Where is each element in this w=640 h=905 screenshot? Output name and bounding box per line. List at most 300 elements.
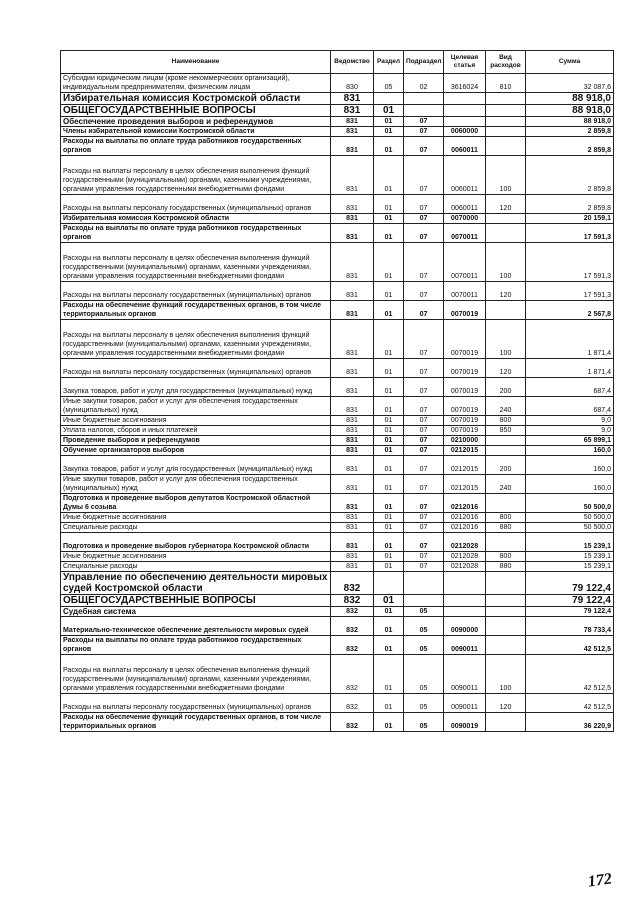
cell-razd: 01 (374, 513, 404, 523)
cell-razd: 01 (374, 282, 404, 301)
table-row (61, 243, 614, 282)
cell-cs: 0090019 (444, 713, 486, 732)
cell-name: Иные закупки товаров, работ и услуг для обеспечения государственных (муниципальных) нужд (61, 475, 331, 494)
cell-vr: 120 (486, 195, 526, 214)
cell-ved: 831 (331, 93, 374, 105)
cell-name: Уплата налогов, сборов и иных платежей (61, 426, 331, 436)
table-row (61, 214, 614, 224)
cell-sum: 42 512,5 (526, 636, 614, 655)
cell-sum: 1 871,4 (526, 320, 614, 359)
cell-name: Обучение организаторов выборов (61, 446, 331, 456)
table-row (61, 156, 614, 195)
cell-razd: 01 (374, 523, 404, 533)
cell-podr (404, 595, 444, 607)
cell-vr: 800 (486, 513, 526, 523)
cell-razd: 01 (374, 533, 404, 552)
cell-razd: 01 (374, 378, 404, 397)
budget-table (60, 50, 614, 732)
cell-razd: 01 (374, 195, 404, 214)
cell-vr (486, 224, 526, 243)
cell-ved: 831 (331, 533, 374, 552)
cell-razd: 01 (374, 359, 404, 378)
cell-vr (486, 105, 526, 117)
cell-razd: 01 (374, 397, 404, 416)
cell-sum: 2 859,8 (526, 156, 614, 195)
cell-name: Расходы на выплаты персоналу государственных (муниципальных) органов (61, 694, 331, 713)
cell-podr: 07 (404, 214, 444, 224)
cell-podr: 05 (404, 694, 444, 713)
cell-podr: 07 (404, 156, 444, 195)
cell-vr: 800 (486, 416, 526, 426)
cell-vr (486, 617, 526, 636)
cell-cs (444, 117, 486, 127)
cell-name: Иные закупки товаров, работ и услуг для обеспечения государственных (муниципальных) нужд (61, 397, 331, 416)
cell-vr: 100 (486, 320, 526, 359)
table-row (61, 513, 614, 523)
cell-podr (404, 572, 444, 595)
cell-name: Проведение выборов и референдумов (61, 436, 331, 446)
cell-name: Расходы на выплаты по оплате труда работников государственных органов (61, 636, 331, 655)
cell-razd: 01 (374, 694, 404, 713)
cell-podr: 05 (404, 617, 444, 636)
cell-razd: 01 (374, 595, 404, 607)
cell-cs: 0070019 (444, 320, 486, 359)
cell-podr: 07 (404, 446, 444, 456)
cell-razd: 01 (374, 156, 404, 195)
cell-vr (486, 127, 526, 137)
cell-podr (404, 105, 444, 117)
cell-podr: 07 (404, 378, 444, 397)
cell-podr: 05 (404, 607, 444, 617)
cell-vr: 200 (486, 378, 526, 397)
cell-name: Закупка товаров, работ и услуг для государственных (муниципальных) нужд (61, 378, 331, 397)
cell-name: Специальные расходы (61, 562, 331, 572)
cell-sum: 79 122,4 (526, 572, 614, 595)
cell-sum: 2 859,8 (526, 127, 614, 137)
cell-podr: 07 (404, 475, 444, 494)
table-row (61, 494, 614, 513)
cell-sum: 36 220,9 (526, 713, 614, 732)
cell-vr: 800 (486, 552, 526, 562)
cell-cs: 0212015 (444, 475, 486, 494)
cell-sum: 50 500,0 (526, 523, 614, 533)
cell-name: Подготовка и проведение выборов губернатора Костромской области (61, 533, 331, 552)
cell-ved: 831 (331, 359, 374, 378)
cell-ved: 831 (331, 552, 374, 562)
cell-podr: 07 (404, 243, 444, 282)
header-name: Наименование (61, 51, 331, 74)
budget-table-sheet (60, 50, 613, 732)
cell-ved: 831 (331, 446, 374, 456)
cell-sum: 17 591,3 (526, 243, 614, 282)
cell-podr: 07 (404, 127, 444, 137)
cell-name: Специальные расходы (61, 523, 331, 533)
cell-cs: 0060011 (444, 195, 486, 214)
cell-ved: 831 (331, 320, 374, 359)
cell-razd: 01 (374, 214, 404, 224)
cell-razd: 01 (374, 475, 404, 494)
table-row (61, 416, 614, 426)
cell-name: Расходы на выплаты персоналу в целях обеспечения выполнения функций государственными (муниципальными) органами, казенными учреждениями, органами управления государственными внебюджетными фондами (61, 320, 331, 359)
cell-razd: 01 (374, 446, 404, 456)
table-row (61, 475, 614, 494)
cell-podr: 05 (404, 655, 444, 694)
cell-razd: 01 (374, 137, 404, 156)
cell-cs: 0212016 (444, 523, 486, 533)
cell-name: Иные бюджетные ассигнования (61, 513, 331, 523)
table-row (61, 359, 614, 378)
table-row (61, 74, 614, 93)
cell-cs (444, 607, 486, 617)
cell-sum: 160,0 (526, 456, 614, 475)
cell-cs: 0070019 (444, 397, 486, 416)
header-razd: Раздел (374, 51, 404, 74)
cell-razd (374, 572, 404, 595)
cell-name: Материально-техническое обеспечение деятельности мировых судей (61, 617, 331, 636)
cell-podr: 07 (404, 494, 444, 513)
cell-podr: 07 (404, 224, 444, 243)
cell-cs (444, 105, 486, 117)
cell-ved: 831 (331, 562, 374, 572)
cell-vr (486, 572, 526, 595)
cell-razd (374, 93, 404, 105)
cell-vr: 100 (486, 655, 526, 694)
cell-sum: 78 733,4 (526, 617, 614, 636)
cell-name: Подготовка и проведение выборов депутатов Костромской областной Думы 6 созыва (61, 494, 331, 513)
cell-podr: 07 (404, 523, 444, 533)
cell-ved: 832 (331, 636, 374, 655)
cell-cs (444, 595, 486, 607)
cell-razd: 01 (374, 127, 404, 137)
cell-name: Члены избирательной комиссии Костромской области (61, 127, 331, 137)
cell-podr: 07 (404, 282, 444, 301)
cell-cs: 0212016 (444, 494, 486, 513)
cell-ved: 832 (331, 607, 374, 617)
table-row (61, 552, 614, 562)
cell-name: Расходы на выплаты персоналу в целях обеспечения выполнения функций государственными (муниципальными) органами, казенными учреждениями, органами управления государственными внебюджетными фондами (61, 243, 331, 282)
cell-podr: 07 (404, 301, 444, 320)
cell-ved: 831 (331, 214, 374, 224)
cell-vr (486, 446, 526, 456)
table-row (61, 378, 614, 397)
cell-vr: 810 (486, 74, 526, 93)
cell-cs: 0212028 (444, 533, 486, 552)
cell-razd: 01 (374, 416, 404, 426)
cell-sum: 88 918,0 (526, 105, 614, 117)
cell-sum: 15 239,1 (526, 533, 614, 552)
cell-sum: 9,0 (526, 426, 614, 436)
table-row (61, 301, 614, 320)
cell-vr: 880 (486, 562, 526, 572)
cell-name: Обеспечение проведения выборов и референдумов (61, 117, 331, 127)
table-row (61, 127, 614, 137)
cell-cs: 0090011 (444, 655, 486, 694)
cell-name: Управление по обеспечению деятельности мировых судей Костромской области (61, 572, 331, 595)
cell-ved: 831 (331, 378, 374, 397)
cell-razd: 01 (374, 494, 404, 513)
cell-ved: 831 (331, 416, 374, 426)
cell-sum: 42 512,5 (526, 694, 614, 713)
cell-ved: 831 (331, 436, 374, 446)
cell-ved: 831 (331, 282, 374, 301)
cell-ved: 831 (331, 195, 374, 214)
table-row (61, 607, 614, 617)
cell-sum: 88 918,0 (526, 93, 614, 105)
cell-name: Расходы на выплаты персоналу государственных (муниципальных) органов (61, 359, 331, 378)
cell-vr (486, 533, 526, 552)
cell-name: Иные бюджетные ассигнования (61, 552, 331, 562)
cell-sum: 2 567,8 (526, 301, 614, 320)
cell-podr: 07 (404, 426, 444, 436)
cell-cs: 0070000 (444, 214, 486, 224)
table-row (61, 320, 614, 359)
cell-vr: 240 (486, 397, 526, 416)
cell-cs: 0090000 (444, 617, 486, 636)
cell-name: Избирательная комиссия Костромской области (61, 214, 331, 224)
header-sum: Сумма (526, 51, 614, 74)
cell-vr (486, 595, 526, 607)
cell-ved: 831 (331, 224, 374, 243)
cell-ved: 831 (331, 426, 374, 436)
cell-podr: 02 (404, 74, 444, 93)
cell-ved: 831 (331, 127, 374, 137)
cell-vr (486, 93, 526, 105)
cell-razd: 01 (374, 655, 404, 694)
cell-name: Расходы на выплаты по оплате труда работников государственных органов (61, 137, 331, 156)
cell-podr: 07 (404, 552, 444, 562)
cell-cs: 0060011 (444, 137, 486, 156)
cell-sum: 79 122,4 (526, 595, 614, 607)
table-row (61, 224, 614, 243)
cell-cs: 3616024 (444, 74, 486, 93)
cell-ved: 831 (331, 117, 374, 127)
cell-vr (486, 494, 526, 513)
table-row (61, 426, 614, 436)
cell-vr: 120 (486, 694, 526, 713)
cell-razd: 01 (374, 243, 404, 282)
cell-cs: 0070019 (444, 301, 486, 320)
cell-sum: 50 500,0 (526, 513, 614, 523)
cell-podr: 07 (404, 359, 444, 378)
table-row (61, 572, 614, 595)
cell-cs: 0212028 (444, 552, 486, 562)
table-row (61, 694, 614, 713)
cell-ved: 831 (331, 475, 374, 494)
table-row (61, 636, 614, 655)
cell-sum: 2 859,8 (526, 137, 614, 156)
cell-podr: 07 (404, 436, 444, 446)
cell-sum: 2 859,8 (526, 195, 614, 214)
table-row (61, 523, 614, 533)
table-row (61, 137, 614, 156)
table-header-row (61, 51, 614, 74)
table-row (61, 282, 614, 301)
table-row (61, 117, 614, 127)
cell-cs: 0070011 (444, 282, 486, 301)
cell-vr (486, 137, 526, 156)
cell-razd: 01 (374, 426, 404, 436)
cell-razd: 01 (374, 713, 404, 732)
cell-ved: 831 (331, 513, 374, 523)
cell-ved: 831 (331, 397, 374, 416)
header-podr: Подраздел (404, 51, 444, 74)
cell-podr: 07 (404, 195, 444, 214)
cell-podr: 07 (404, 117, 444, 127)
table-row (61, 93, 614, 105)
cell-sum: 32 087,6 (526, 74, 614, 93)
cell-ved: 831 (331, 456, 374, 475)
cell-sum: 17 591,3 (526, 282, 614, 301)
cell-vr (486, 713, 526, 732)
cell-ved: 831 (331, 523, 374, 533)
cell-razd: 05 (374, 74, 404, 93)
table-row (61, 456, 614, 475)
cell-name: Избирательная комиссия Костромской области (61, 93, 331, 105)
cell-name: Расходы на обеспечение функций государственных органов, в том числе территориальных органов (61, 301, 331, 320)
cell-sum: 160,0 (526, 475, 614, 494)
cell-razd: 01 (374, 562, 404, 572)
cell-ved: 832 (331, 572, 374, 595)
cell-podr (404, 93, 444, 105)
cell-podr: 07 (404, 397, 444, 416)
cell-name: Закупка товаров, работ и услуг для государственных (муниципальных) нужд (61, 456, 331, 475)
cell-sum: 65 899,1 (526, 436, 614, 446)
cell-cs: 0070019 (444, 359, 486, 378)
cell-cs: 0070019 (444, 426, 486, 436)
cell-ved: 832 (331, 655, 374, 694)
table-row (61, 446, 614, 456)
cell-name: Расходы на выплаты персоналу государственных (муниципальных) органов (61, 195, 331, 214)
cell-vr (486, 214, 526, 224)
table-row (61, 617, 614, 636)
cell-cs: 0212028 (444, 562, 486, 572)
cell-podr: 07 (404, 137, 444, 156)
cell-razd: 01 (374, 320, 404, 359)
cell-sum: 50 500,0 (526, 494, 614, 513)
cell-podr: 05 (404, 636, 444, 655)
cell-ved: 831 (331, 156, 374, 195)
cell-name: Расходы на выплаты персоналу в целях обеспечения выполнения функций государственными (муниципальными) органами, казенными учреждениями, органами управления государственными внебюджетными фондами (61, 156, 331, 195)
cell-sum: 17 591,3 (526, 224, 614, 243)
cell-cs: 0090011 (444, 636, 486, 655)
cell-name: Расходы на выплаты по оплате труда работников государственных органов (61, 224, 331, 243)
cell-razd: 01 (374, 456, 404, 475)
cell-ved: 831 (331, 137, 374, 156)
cell-vr (486, 436, 526, 446)
cell-cs (444, 572, 486, 595)
cell-sum: 687,4 (526, 397, 614, 416)
table-body (61, 74, 614, 732)
cell-cs: 0060000 (444, 127, 486, 137)
cell-podr: 07 (404, 562, 444, 572)
cell-podr: 07 (404, 456, 444, 475)
cell-razd: 01 (374, 607, 404, 617)
table-row (61, 105, 614, 117)
table-row (61, 595, 614, 607)
cell-vr (486, 301, 526, 320)
cell-cs: 0070011 (444, 243, 486, 282)
table-row (61, 195, 614, 214)
cell-name: Иные бюджетные ассигнования (61, 416, 331, 426)
cell-name: Расходы на выплаты персоналу в целях обеспечения выполнения функций государственными (муниципальными) органами, казенными учреждениями, органами управления государственными внебюджетными фондами (61, 655, 331, 694)
cell-ved: 831 (331, 243, 374, 282)
cell-podr: 07 (404, 513, 444, 523)
cell-podr: 07 (404, 320, 444, 359)
cell-sum: 79 122,4 (526, 607, 614, 617)
cell-sum: 88 918,0 (526, 117, 614, 127)
cell-vr (486, 607, 526, 617)
cell-cs: 0212015 (444, 456, 486, 475)
cell-razd: 01 (374, 552, 404, 562)
cell-razd: 01 (374, 224, 404, 243)
cell-cs: 0060011 (444, 156, 486, 195)
cell-razd: 01 (374, 301, 404, 320)
cell-name: ОБЩЕГОСУДАРСТВЕННЫЕ ВОПРОСЫ (61, 595, 331, 607)
cell-vr: 200 (486, 456, 526, 475)
cell-razd: 01 (374, 117, 404, 127)
header-cs: Целевая статья (444, 51, 486, 74)
cell-ved: 832 (331, 617, 374, 636)
table-row (61, 655, 614, 694)
cell-ved: 831 (331, 494, 374, 513)
header-ved: Ведомство (331, 51, 374, 74)
cell-sum: 20 159,1 (526, 214, 614, 224)
cell-vr: 100 (486, 243, 526, 282)
cell-cs (444, 93, 486, 105)
cell-cs: 0210000 (444, 436, 486, 446)
cell-cs: 0090011 (444, 694, 486, 713)
cell-name: Судебная система (61, 607, 331, 617)
cell-name: Расходы на обеспечение функций государственных органов, в том числе территориальных органов (61, 713, 331, 732)
cell-ved: 832 (331, 713, 374, 732)
cell-cs: 0070011 (444, 224, 486, 243)
cell-sum: 687,4 (526, 378, 614, 397)
table-row (61, 533, 614, 552)
cell-razd: 01 (374, 617, 404, 636)
cell-ved: 830 (331, 74, 374, 93)
cell-razd: 01 (374, 105, 404, 117)
table-row (61, 397, 614, 416)
cell-sum: 15 239,1 (526, 562, 614, 572)
cell-vr: 120 (486, 359, 526, 378)
cell-cs: 0212016 (444, 513, 486, 523)
cell-ved: 832 (331, 694, 374, 713)
cell-vr: 240 (486, 475, 526, 494)
table-row (61, 436, 614, 446)
cell-cs: 0212015 (444, 446, 486, 456)
table-row (61, 713, 614, 732)
cell-sum: 15 239,1 (526, 552, 614, 562)
header-vr: Вид расходов (486, 51, 526, 74)
table-row (61, 562, 614, 572)
cell-ved: 832 (331, 595, 374, 607)
cell-sum: 9,0 (526, 416, 614, 426)
cell-vr: 100 (486, 156, 526, 195)
cell-podr: 05 (404, 713, 444, 732)
cell-sum: 1 871,4 (526, 359, 614, 378)
cell-vr: 120 (486, 282, 526, 301)
cell-name: Расходы на выплаты персоналу государственных (муниципальных) органов (61, 282, 331, 301)
cell-ved: 831 (331, 105, 374, 117)
cell-cs: 0070019 (444, 378, 486, 397)
cell-sum: 42 512,5 (526, 655, 614, 694)
cell-name: ОБЩЕГОСУДАРСТВЕННЫЕ ВОПРОСЫ (61, 105, 331, 117)
cell-cs: 0070019 (444, 416, 486, 426)
cell-vr (486, 636, 526, 655)
cell-podr: 07 (404, 416, 444, 426)
cell-vr (486, 117, 526, 127)
cell-vr: 880 (486, 523, 526, 533)
